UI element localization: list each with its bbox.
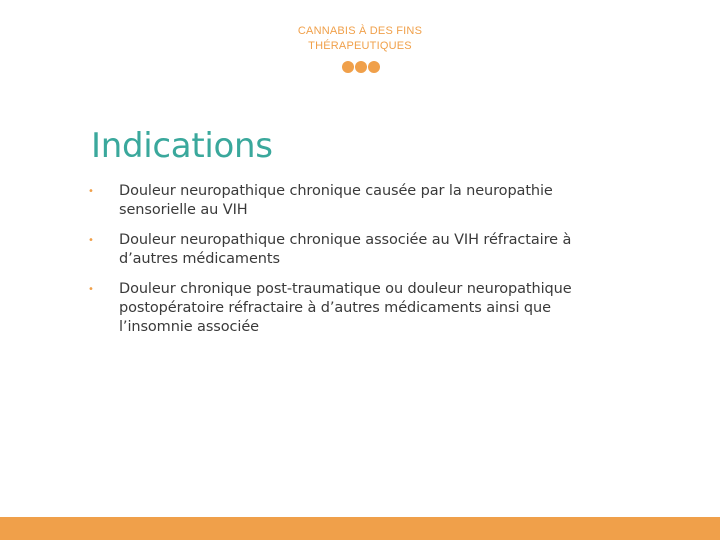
dot-icon (355, 61, 367, 73)
decorative-dots (342, 61, 382, 73)
bullet-icon: • (88, 284, 94, 295)
slide-title: Indications (91, 126, 273, 166)
bullet-icon: • (88, 186, 94, 197)
bullet-text: Douleur neuropathique chronique associée au VIH réfractaire à d’autres médicaments (119, 232, 572, 267)
bullet-text: Douleur chronique post-traumatique ou douleur neuropathique postopératoire réfractaire à d’autres médicaments ainsi que l’insomnie associée (119, 281, 572, 335)
bullet-item (88, 231, 608, 269)
bullet-item (88, 182, 608, 220)
dot-icon (342, 61, 354, 73)
bullet-icon: • (88, 235, 94, 246)
header-line-2: THÉRAPEUTIQUES (308, 40, 412, 52)
footer-bar (0, 517, 720, 540)
header-line-1: CANNABIS À DES FINS (297, 25, 423, 37)
slide-header (0, 24, 720, 54)
dot-icon (368, 61, 380, 73)
bullet-list (88, 182, 608, 348)
bullet-text: Douleur neuropathique chronique causée par la neuropathie sensorielle au VIH (119, 183, 553, 218)
bullet-item (88, 280, 608, 337)
